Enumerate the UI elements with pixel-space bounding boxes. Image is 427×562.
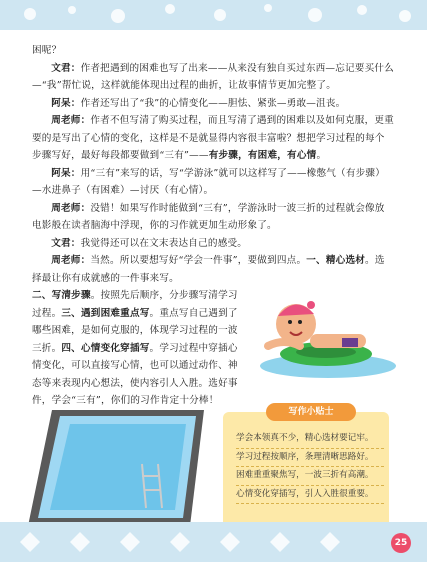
page-number: 25 (391, 533, 411, 553)
paragraph-narrow: 二、写清步骤。按照先后顺序，分步骤写清学习过程。三、遇到困难重点写。重点写自己遇到了哪些困难，是如何克服的，体现学习过程的一波三折。四、心情变化穿插写。学习过程中穿插心情变化，可以直接写心情，也可以通过动作、神态等来表现内心想法，使内容引人入胜。选好事件，学会“三有”，你们的习作肯定十分棒！ (32, 290, 238, 406)
paragraph: 周老师：作者不但写清了购买过程，而且写清了遇到的困难以及如何克服，更重要的是写出了心情的变化，这样是不是就显得内容很丰富啦？想把学习过程的每个步骤写好，最好每段都要做到“三有”——有步骤，有困难，有心情。 (32, 115, 394, 161)
tips-line: 困难重重聚焦写，一波三折有高潮。 (236, 467, 384, 486)
bottom-decorative-border (0, 522, 427, 562)
paragraph: 阿呆：作者还写出了“我”的心情变化——胆怯、紧张—勇敢—沮丧。 (51, 97, 346, 109)
paragraph: 阿呆：用“三有”来写的话，写“学游泳”就可以这样写了——橡憋气（有步骤）—水进鼻子（有困难）—讨厌（有心情）。 (32, 167, 386, 196)
top-decorative-border (0, 0, 427, 30)
writing-tips-lines (236, 430, 384, 504)
paragraph: 文君：我觉得还可以在文末表达自己的感受。 (51, 237, 248, 249)
writing-tips-title: 写作小贴士 (266, 403, 356, 421)
paragraph: 周老师：没错！如果写作时能做到“三有”，学游泳时一波三折的过程就会像放电影般在读者脑海中浮现，你的习作就更加生动形象了。 (32, 202, 385, 231)
tips-line: 学习过程按顺序，条理清晰思路好。 (236, 449, 384, 468)
boy-swimming-illustration (248, 288, 398, 388)
paragraph: 周老师：当然。所以要想写好“学会一件事”，要做到四点。一、精心选材。选择最让你有成就感的一件事来写。 (32, 255, 385, 284)
paragraph: 困呢？ (32, 45, 62, 56)
paragraph: 文君：作者把遇到的困难也写了出来——从来没有独自买过东西—忘记要买什么—“我”帮忙说，这样就能体现出过程的曲折，让故事情节更加完整了。 (32, 62, 394, 91)
tips-line: 心情变化穿插写，引人入胜很重要。 (236, 486, 384, 505)
tips-line: 学会本领真不少，精心选材要记牢。 (236, 430, 384, 449)
swimming-pool-illustration (22, 404, 217, 532)
